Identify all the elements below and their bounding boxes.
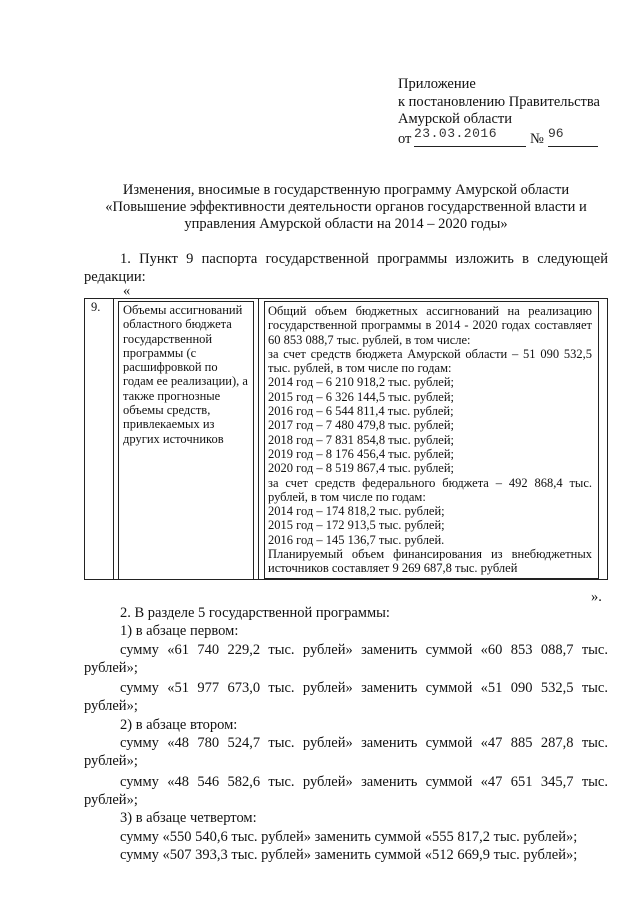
regional-year: 2019 год – 8 176 456,4 тыс. рублей;: [268, 446, 455, 461]
passport-table: [84, 298, 608, 580]
row-value: [264, 301, 599, 579]
replacement-4: сумму «48 546 582,6 тыс. рублей» заменить суммой «47 651 345,7 тыс. рублей»;: [84, 773, 608, 808]
regional-year: 2016 год – 6 544 811,4 тыс. рублей;: [268, 404, 454, 419]
replacement-6: сумму «507 393,3 тыс. рублей» заменить суммой «512 669,9 тыс. рублей»;: [120, 846, 578, 863]
appendix-region: Амурской области: [398, 111, 512, 127]
appendix-date-number: [398, 125, 618, 147]
section-2: [84, 604, 608, 864]
appendix-resolution: к постановлению Правительства: [398, 93, 600, 110]
number-underline: [548, 146, 598, 147]
resolution-date: 23.03.2016: [414, 125, 498, 141]
federal-year: 2016 год – 145 136,7 тыс. рублей.: [268, 532, 445, 547]
item-2: 2) в абзаце втором:: [120, 716, 238, 733]
row-label-cell: [114, 299, 259, 580]
appendix-title: Приложение: [398, 76, 476, 92]
item-1: 1) в абзаце первом:: [120, 623, 239, 640]
regional-year: 2017 год – 7 480 479,8 тыс. рублей;: [268, 418, 455, 433]
regional-budget: за счет средств бюджета Амурской области – 51 090 532,5 тыс. рублей, в том числе по годам:: [268, 346, 592, 376]
appendix-block: [398, 76, 618, 147]
quote-open: «: [123, 283, 131, 299]
replacement-5: сумму «550 540,6 тыс. рублей» заменить суммой «555 817,2 тыс. рублей»;: [120, 828, 578, 845]
date-underline: [414, 146, 526, 147]
regional-year: 2020 год – 8 519 867,4 тыс. рублей;: [268, 461, 455, 476]
row-number: 9.: [85, 299, 114, 580]
row-value-cell: [259, 299, 608, 580]
document-title: [84, 182, 608, 233]
regional-year: 2014 год – 6 210 918,2 тыс. рублей;: [268, 375, 455, 390]
item-3: 3) в абзаце четвертом:: [120, 810, 257, 827]
federal-budget: за счет средств федерального бюджета – 492 868,4 тыс. рублей, в том числе по годам:: [268, 475, 592, 504]
row-label: Объемы ассигнований областного бюджета государственной программы (с расшифровкой по годам ее реализации), а также прогнозные объемы средств, привлекаемых из других источников: [118, 301, 254, 579]
total-volume: Общий объем бюджетных ассигнований на реализацию государственной программы в 2014 - 2020 годах составляет 60 853 088,7 тыс. рублей, в том числе:: [268, 304, 592, 347]
number-prefix: №: [530, 130, 544, 147]
title-line-3: управления Амурской области на 2014 – 2020 годы»: [184, 216, 508, 232]
federal-year: 2014 год – 174 818,2 тыс. рублей;: [268, 504, 445, 519]
regional-year: 2018 год – 7 831 854,8 тыс. рублей;: [268, 432, 455, 447]
title-line-2: «Повышение эффективности деятельности органов государственной власти и: [105, 199, 587, 215]
offbudget-sources: Планируемый объем финансирования из внебюджетных источников составляет 9 269 687,8 тыс. рублей: [268, 547, 592, 576]
resolution-number: 96: [548, 125, 564, 141]
replacement-3: сумму «48 780 524,7 тыс. рублей» заменить суммой «47 885 287,8 тыс. рублей»;: [84, 735, 608, 770]
replacement-1: сумму «61 740 229,2 тыс. рублей» заменить суммой «60 853 088,7 тыс. рублей»;: [84, 641, 608, 676]
table-row: [85, 299, 608, 580]
date-prefix: от: [398, 130, 412, 147]
section-2-heading: 2. В разделе 5 государственной программы:: [120, 605, 390, 621]
regional-year: 2015 год – 6 326 144,5 тыс. рублей;: [268, 389, 455, 404]
replacement-2: сумму «51 977 673,0 тыс. рублей» заменить суммой «51 090 532,5 тыс. рублей»;: [84, 680, 608, 715]
quote-close: ».: [591, 589, 602, 605]
title-line-1: Изменения, вносимые в государственную программу Амурской области: [122, 182, 570, 198]
federal-year: 2015 год – 172 913,5 тыс. рублей;: [268, 518, 445, 533]
paragraph-1: 1. Пункт 9 паспорта государственной программы изложить в следующей редакции:: [84, 251, 608, 285]
